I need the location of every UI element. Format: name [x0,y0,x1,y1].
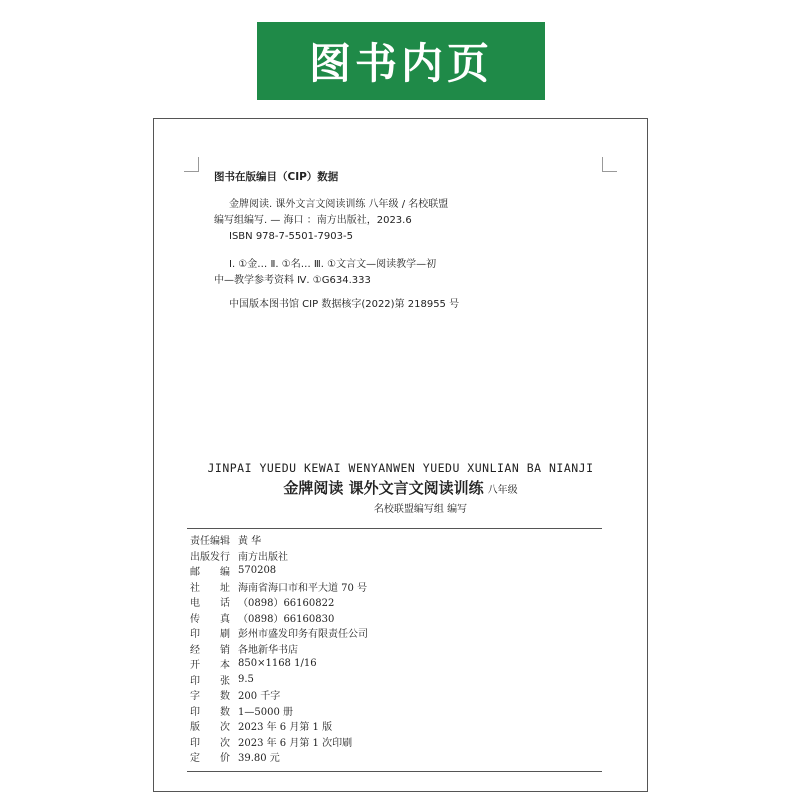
pub-row [190,641,610,657]
book-grade: 八年级 [487,485,518,496]
pub-row [190,656,610,672]
banner-title: 图书内页 [257,22,545,100]
divider-top [187,528,602,529]
pub-row [190,594,610,610]
pub-row [190,687,610,703]
pub-value: 各地新华书店 [238,644,298,656]
divider-bottom [187,771,602,772]
pub-label: 印 张 [190,675,230,687]
cip-class-line: 中—教学参考资料 Ⅳ. ①G634.333 [214,275,371,286]
pub-label: 出版发行 [190,551,230,563]
cip-record: 中国版本图书馆 CIP 数据核字(2022)第 218955 号 [229,299,460,310]
cip-block [214,169,634,313]
pub-value: 1—5000 册 [238,706,293,718]
pub-value: 彭州市盛发印务有限责任公司 [238,629,368,641]
pub-value: 南方出版社 [238,551,288,563]
pub-row [190,610,610,626]
title-block [154,461,647,515]
pub-row [190,703,610,719]
pub-row [190,532,610,548]
pub-label: 印 次 [190,737,230,749]
cip-heading: 图书在版编目（CIP）数据 [214,171,339,183]
pub-value: 39.80 元 [238,753,280,765]
pub-value: 2023 年 6 月第 1 次印刷 [238,737,353,749]
pub-value: （0898）66160830 [238,613,335,625]
pub-value: 570208 [238,565,277,577]
pub-row [190,718,610,734]
pub-value: 200 千字 [238,691,281,703]
pub-row [190,749,610,765]
pub-label: 开 本 [190,660,230,672]
book-page [153,118,648,792]
pub-value: 9.5 [238,673,254,685]
pub-label: 经 销 [190,644,230,656]
pub-value: 海南省海口市和平大道 70 号 [238,582,368,594]
pub-row [190,625,610,641]
pub-label: 印 刷 [190,629,230,641]
cip-class-line: Ⅰ. ①金… Ⅱ. ①名… Ⅲ. ①文言文—阅读教学—初 [229,259,437,270]
pub-label: 电 话 [190,598,230,610]
book-title-pinyin: JINPAI YUEDU KEWAI WENYANWEN YUEDU XUNLIAN BA NIANJI [207,461,594,475]
pub-label: 传 真 [190,613,230,625]
pub-row [190,672,610,688]
cip-line: ISBN 978-7-5501-7903-5 [229,231,353,242]
pub-value: 850×1168 1/16 [238,658,317,670]
pub-label: 版 次 [190,722,230,734]
pub-row [190,734,610,750]
pub-label: 印 数 [190,706,230,718]
pub-row [190,548,610,564]
pub-label: 邮 编 [190,567,230,579]
pub-label: 责任编辑 [190,536,230,548]
pub-label: 社 址 [190,582,230,594]
pub-value: （0898）66160822 [238,598,335,610]
pub-value: 2023 年 6 月第 1 版 [238,722,333,734]
book-author: 名校联盟编写组 编写 [373,504,468,515]
pub-label: 定 价 [190,753,230,765]
pub-row [190,579,610,595]
pub-row [190,563,610,579]
pub-label: 字 数 [190,691,230,703]
pub-value: 黄 华 [238,536,262,548]
publication-info [190,532,610,765]
cip-line: 金牌阅读. 课外文言文阅读训练 八年级 / 名校联盟 [229,199,449,210]
crop-mark-top-left [184,157,199,172]
book-title [154,477,647,498]
book-title-text: 金牌阅读 课外文言文阅读训练 [283,479,484,497]
cip-line: 编写组编写. — 海口 ：南方出版社，2023.6 [214,215,412,226]
